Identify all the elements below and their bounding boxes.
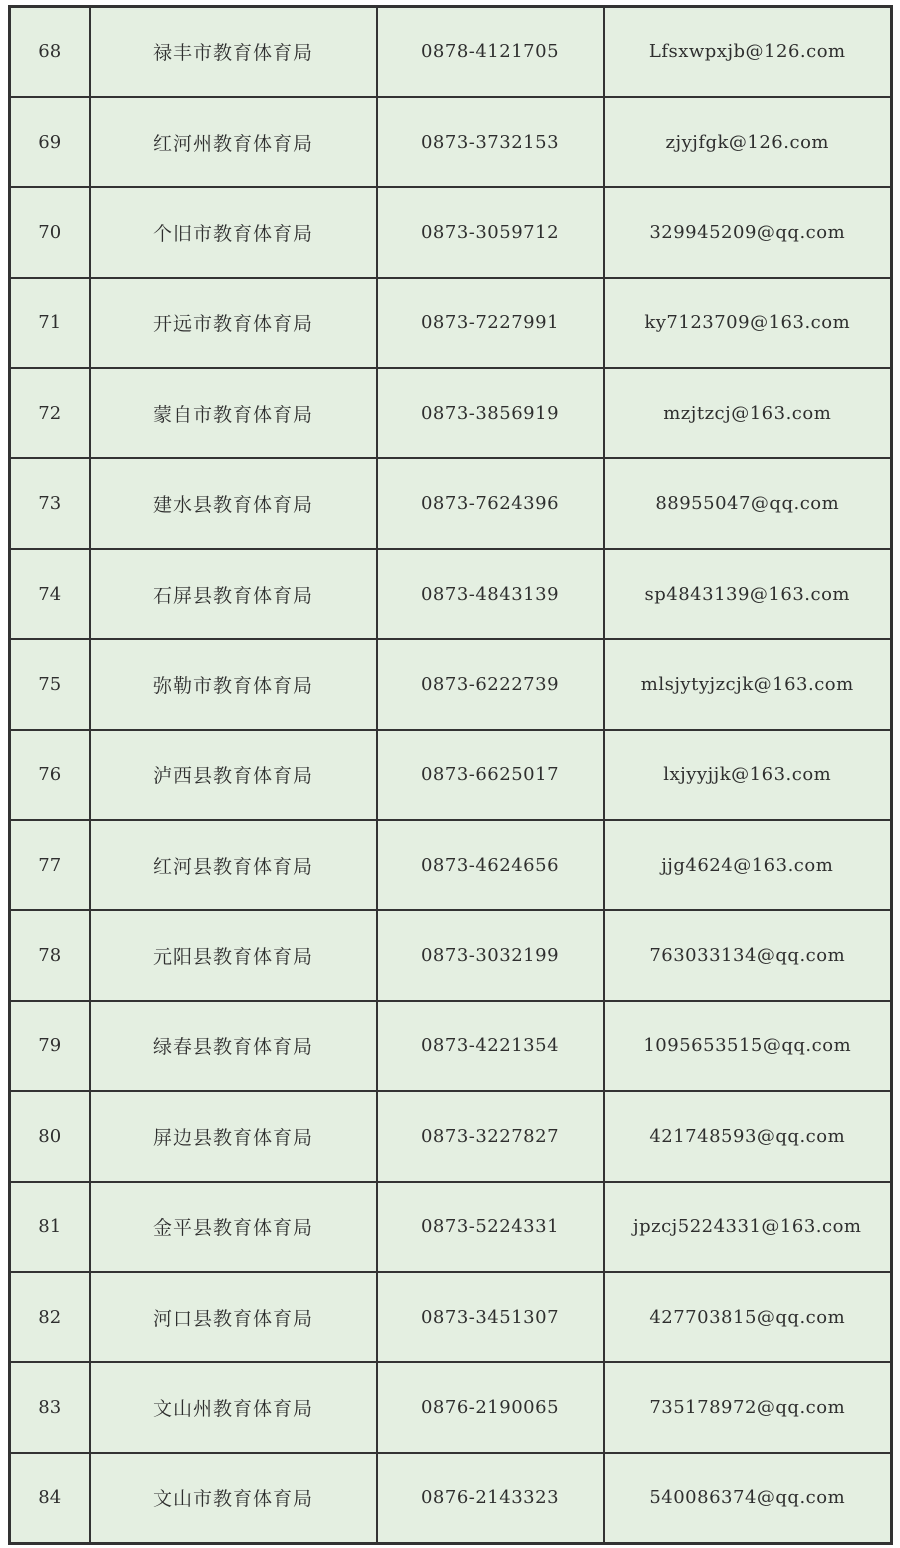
phone-number-cell: 0873-7227991 [377,278,604,368]
email-cell: mlsjytyjzcjk@163.com [604,639,892,729]
table-row [10,368,892,458]
bureau-name-cell: 绿春县教育体育局 [90,1001,377,1091]
bureau-name-cell: 石屏县教育体育局 [90,549,377,639]
bureau-name-cell: 开远市教育体育局 [90,278,377,368]
email-cell: 427703815@qq.com [604,1272,892,1362]
table-row [10,549,892,639]
email-cell: ky7123709@163.com [604,278,892,368]
bureau-name-cell: 元阳县教育体育局 [90,910,377,1000]
phone-number-cell: 0873-3732153 [377,97,604,187]
bureau-name-cell: 蒙自市教育体育局 [90,368,377,458]
email-cell: 88955047@qq.com [604,458,892,548]
row-number-cell: 79 [10,1001,90,1091]
email-cell: lxjyyjjk@163.com [604,730,892,820]
email-cell: jpzcj5224331@163.com [604,1182,892,1272]
email-cell: 735178972@qq.com [604,1362,892,1452]
email-cell: jjg4624@163.com [604,820,892,910]
row-number-cell: 84 [10,1453,90,1543]
row-number-cell: 72 [10,368,90,458]
table-row [10,1272,892,1362]
table-row [10,1091,892,1181]
phone-number-cell: 0873-3059712 [377,187,604,277]
phone-number-cell: 0873-4221354 [377,1001,604,1091]
row-number-cell: 77 [10,820,90,910]
email-cell: 540086374@qq.com [604,1453,892,1543]
row-number-cell: 81 [10,1182,90,1272]
table-row [10,1182,892,1272]
row-number-cell: 68 [10,7,90,97]
bureau-name-cell: 个旧市教育体育局 [90,187,377,277]
phone-number-cell: 0873-3856919 [377,368,604,458]
row-number-cell: 76 [10,730,90,820]
email-cell: 329945209@qq.com [604,187,892,277]
bureau-name-cell: 屏边县教育体育局 [90,1091,377,1181]
email-cell: mzjtzcj@163.com [604,368,892,458]
phone-number-cell: 0876-2190065 [377,1362,604,1452]
bureau-name-cell: 弥勒市教育体育局 [90,639,377,729]
row-number-cell: 83 [10,1362,90,1452]
table-row [10,1001,892,1091]
phone-number-cell: 0873-3451307 [377,1272,604,1362]
row-number-cell: 80 [10,1091,90,1181]
table-row [10,910,892,1000]
table-row [10,187,892,277]
row-number-cell: 78 [10,910,90,1000]
bureau-name-cell: 河口县教育体育局 [90,1272,377,1362]
phone-number-cell: 0873-3032199 [377,910,604,1000]
row-number-cell: 74 [10,549,90,639]
bureau-name-cell: 泸西县教育体育局 [90,730,377,820]
table-row [10,820,892,910]
bureau-name-cell: 红河州教育体育局 [90,97,377,187]
table-row [10,97,892,187]
table-row [10,278,892,368]
row-number-cell: 75 [10,639,90,729]
table-row [10,730,892,820]
row-number-cell: 70 [10,187,90,277]
email-cell: Lfsxwpxjb@126.com [604,7,892,97]
row-number-cell: 69 [10,97,90,187]
row-number-cell: 82 [10,1272,90,1362]
table-row [10,1362,892,1452]
email-cell: 763033134@qq.com [604,910,892,1000]
email-cell: sp4843139@163.com [604,549,892,639]
row-number-cell: 71 [10,278,90,368]
phone-number-cell: 0876-2143323 [377,1453,604,1543]
bureau-name-cell: 文山市教育体育局 [90,1453,377,1543]
table-row [10,1453,892,1543]
table-row [10,639,892,729]
phone-number-cell: 0873-6222739 [377,639,604,729]
phone-number-cell: 0873-7624396 [377,458,604,548]
email-cell: zjyjfgk@126.com [604,97,892,187]
email-cell: 421748593@qq.com [604,1091,892,1181]
bureau-name-cell: 建水县教育体育局 [90,458,377,548]
contact-table-body [10,7,892,1544]
phone-number-cell: 0873-5224331 [377,1182,604,1272]
phone-number-cell: 0873-6625017 [377,730,604,820]
bureau-name-cell: 金平县教育体育局 [90,1182,377,1272]
phone-number-cell: 0873-3227827 [377,1091,604,1181]
phone-number-cell: 0873-4843139 [377,549,604,639]
row-number-cell: 73 [10,458,90,548]
table-row [10,7,892,97]
bureau-name-cell: 文山州教育体育局 [90,1362,377,1452]
email-cell: 1095653515@qq.com [604,1001,892,1091]
phone-number-cell: 0878-4121705 [377,7,604,97]
phone-number-cell: 0873-4624656 [377,820,604,910]
table-row [10,458,892,548]
bureau-name-cell: 禄丰市教育体育局 [90,7,377,97]
bureau-name-cell: 红河县教育体育局 [90,820,377,910]
contact-table [8,5,893,1545]
